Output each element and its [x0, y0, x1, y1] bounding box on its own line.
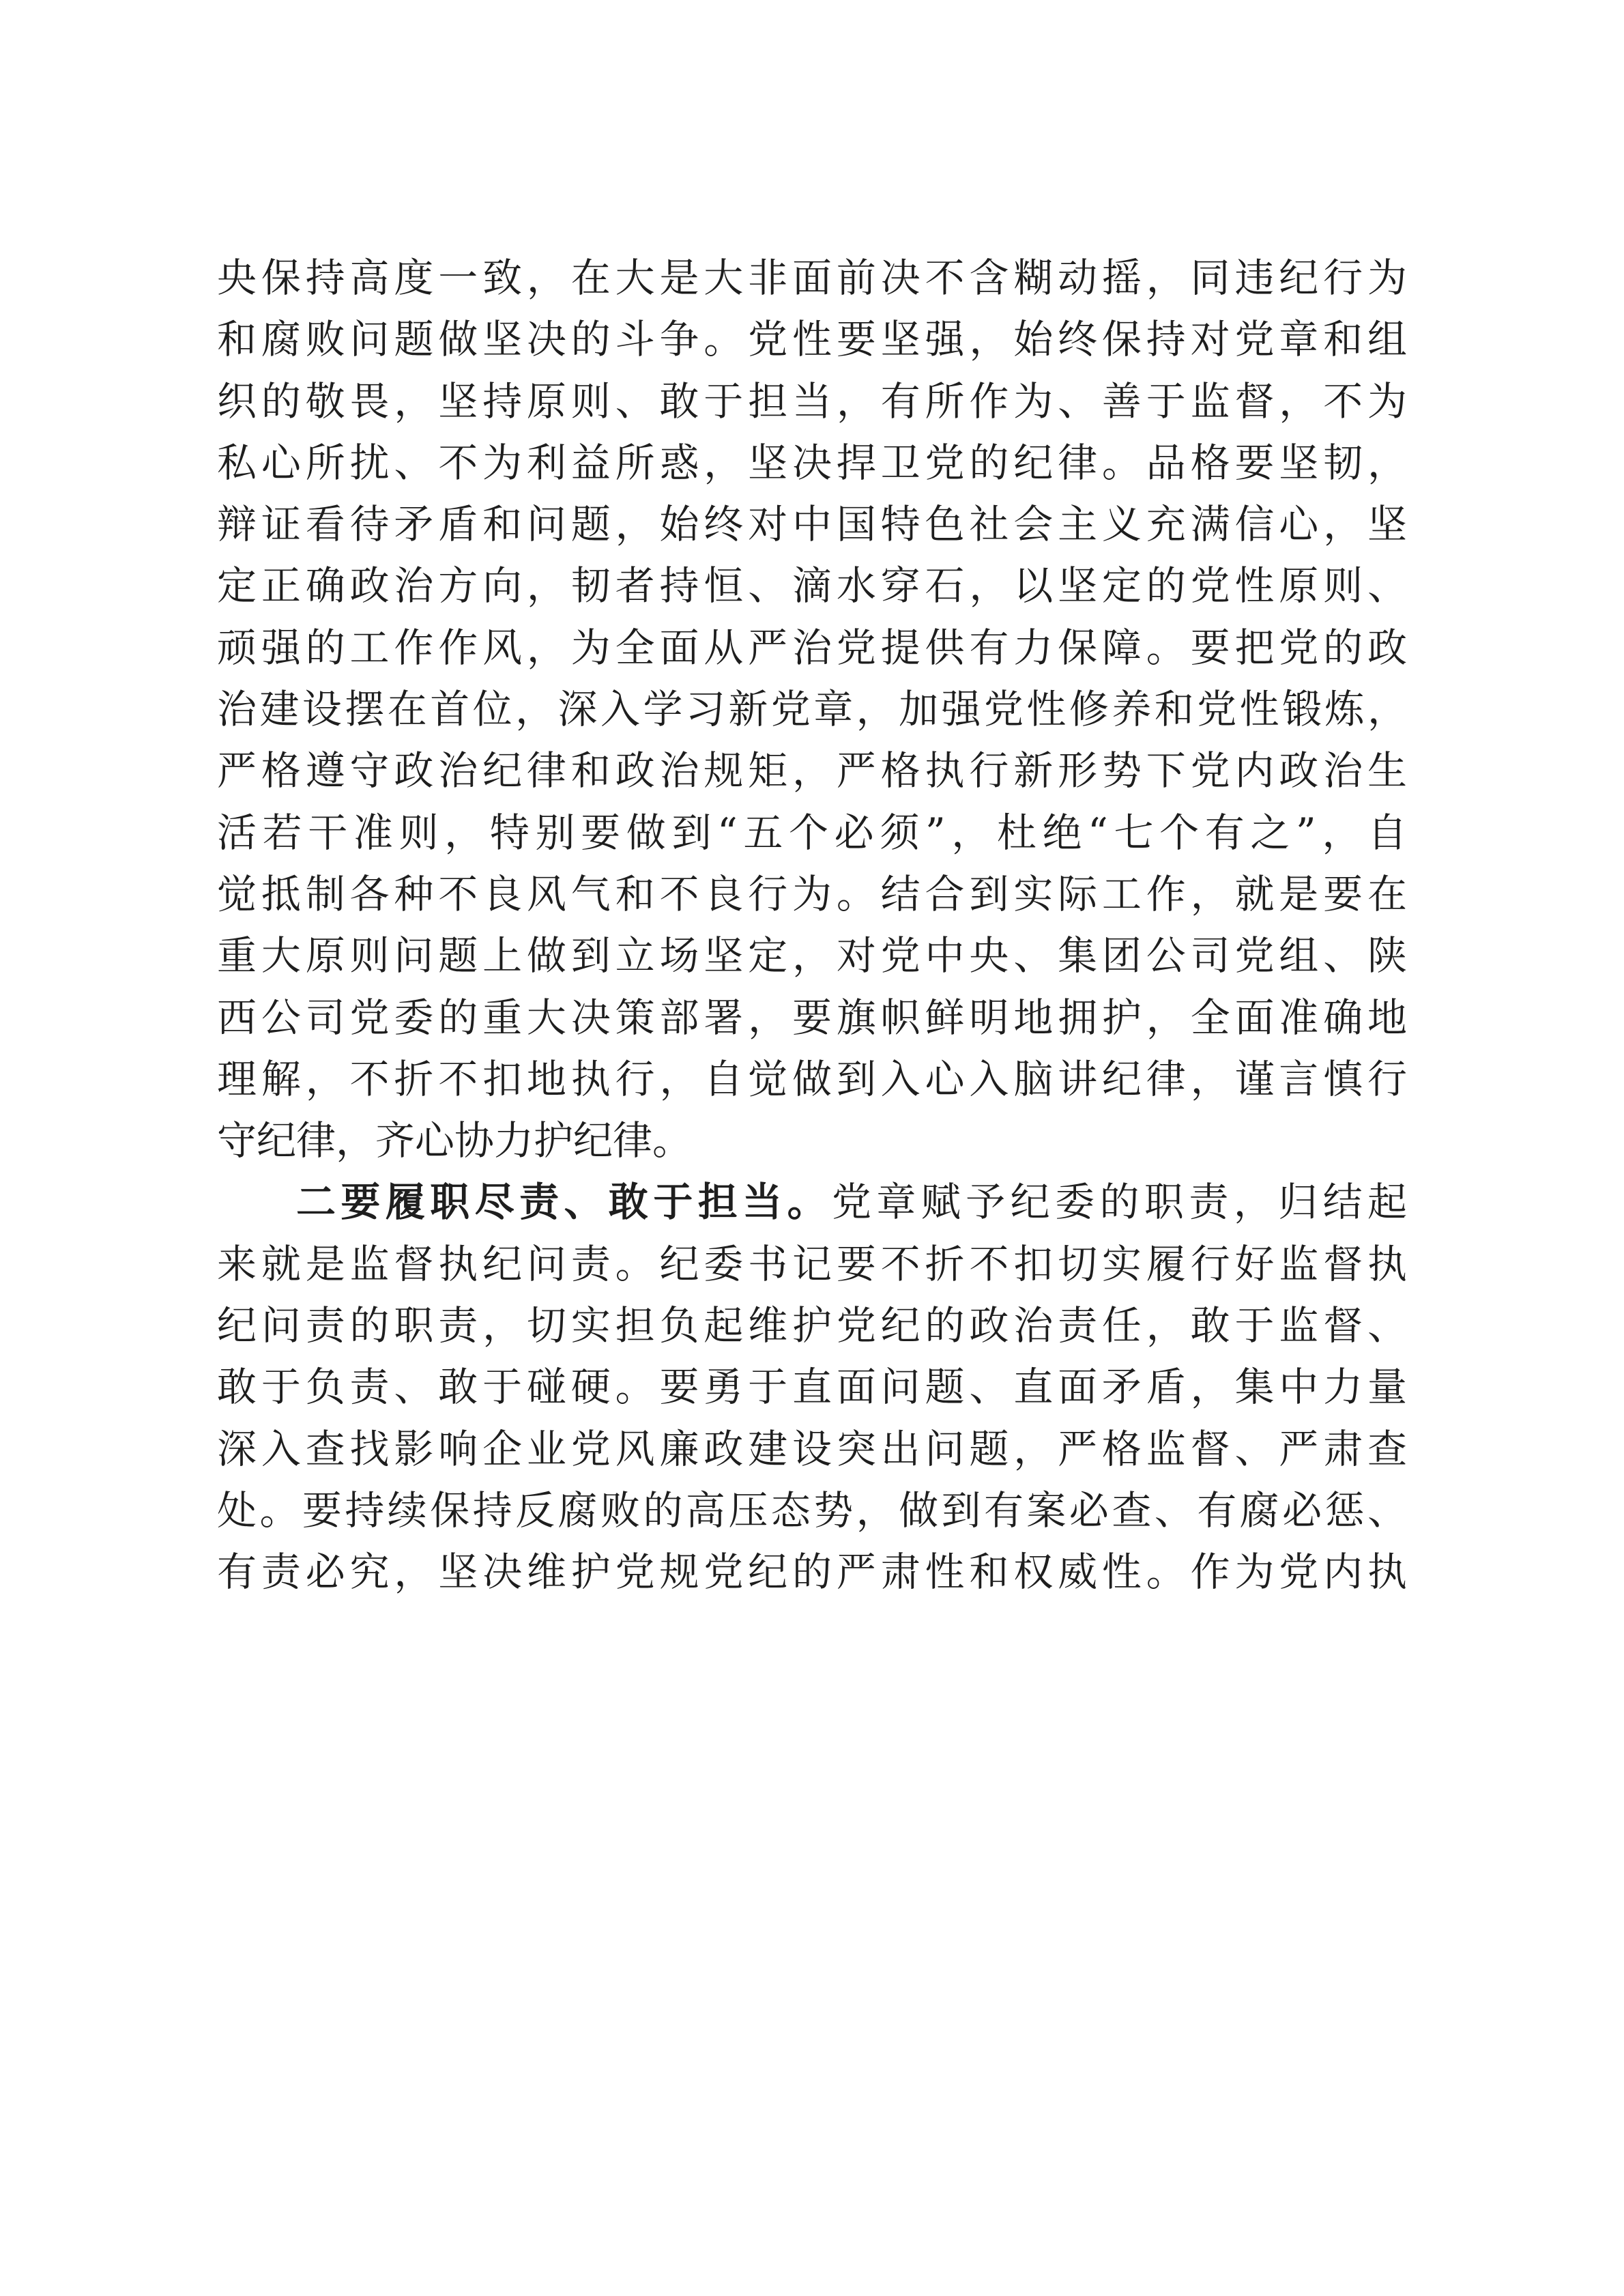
paragraph-2: [217, 1171, 1407, 1603]
paragraph-line: 活若干准则，特别要做到“五个必须”，杜绝“七个有之”，自: [217, 809, 1407, 856]
paragraph-line: 西公司党委的重大决策部署，要旗帜鲜明地拥护，全面准确地: [217, 994, 1407, 1041]
paragraph-line: 来就是监督执纪问责。纪委书记要不折不扣切实履行好监督执: [217, 1240, 1407, 1287]
paragraph-line: 觉抵制各种不良风气和不良行为。结合到实际工作，就是要在: [217, 870, 1407, 917]
paragraph-1: [217, 247, 1407, 1171]
paragraph-line: 私心所扰、不为利益所惑，坚决捍卫党的纪律。品格要坚韧，: [217, 439, 1407, 486]
paragraph-line: 治建设摆在首位，深入学习新党章，加强党性修养和党性锻炼，: [217, 686, 1407, 733]
paragraph-line: 守纪律，齐心协力护纪律。: [217, 1117, 693, 1164]
paragraph-line: 定正确政治方向，韧者持恒、滴水穿石，以坚定的党性原则、: [217, 562, 1407, 609]
paragraph-line: 顽强的工作作风，为全面从严治党提供有力保障。要把党的政: [217, 624, 1407, 671]
paragraph-line: 敢于负责、敢于碰硬。要勇于直面问题、直面矛盾，集中力量: [217, 1364, 1407, 1411]
paragraph-line: 重大原则问题上做到立场坚定，对党中央、集团公司党组、陕: [217, 932, 1407, 979]
paragraph-first-line: [217, 1171, 1407, 1233]
paragraph-line: 深入查找影响企业党风廉政建设突出问题，严格监督、严肃查: [217, 1425, 1407, 1472]
section-heading: 二要履职尽责、敢于担当。: [296, 1179, 832, 1226]
paragraph-line: 辩证看待矛盾和问题，始终对中国特色社会主义充满信心，坚: [217, 501, 1407, 548]
paragraph-line: 和腐败问题做坚决的斗争。党性要坚强，始终保持对党章和组: [217, 316, 1407, 363]
paragraph-line: 有责必究，坚决维护党规党纪的严肃性和权威性。作为党内执: [217, 1549, 1407, 1596]
paragraph-line: 纪问责的职责，切实担负起维护党纪的政治责任，敢于监督、: [217, 1302, 1407, 1349]
body-text: [217, 247, 1407, 1603]
paragraph-line: 织的敬畏，坚持原则、敢于担当，有所作为、善于监督，不为: [217, 377, 1407, 425]
paragraph-line: 央保持高度一致，在大是大非面前决不含糊动摇，同违纪行为: [217, 255, 1407, 301]
paragraph-line-rest: 党章赋予纪委的职责，归结起: [832, 1179, 1407, 1226]
paragraph-line: 严格遵守政治纪律和政治规矩，严格执行新形势下党内政治生: [217, 747, 1407, 794]
paragraph-line: 处。要持续保持反腐败的高压态势，做到有案必查、有腐必惩、: [217, 1487, 1407, 1534]
paragraph-line: 理解，不折不扣地执行，自觉做到入心入脑讲纪律，谨言慎行: [217, 1055, 1407, 1102]
